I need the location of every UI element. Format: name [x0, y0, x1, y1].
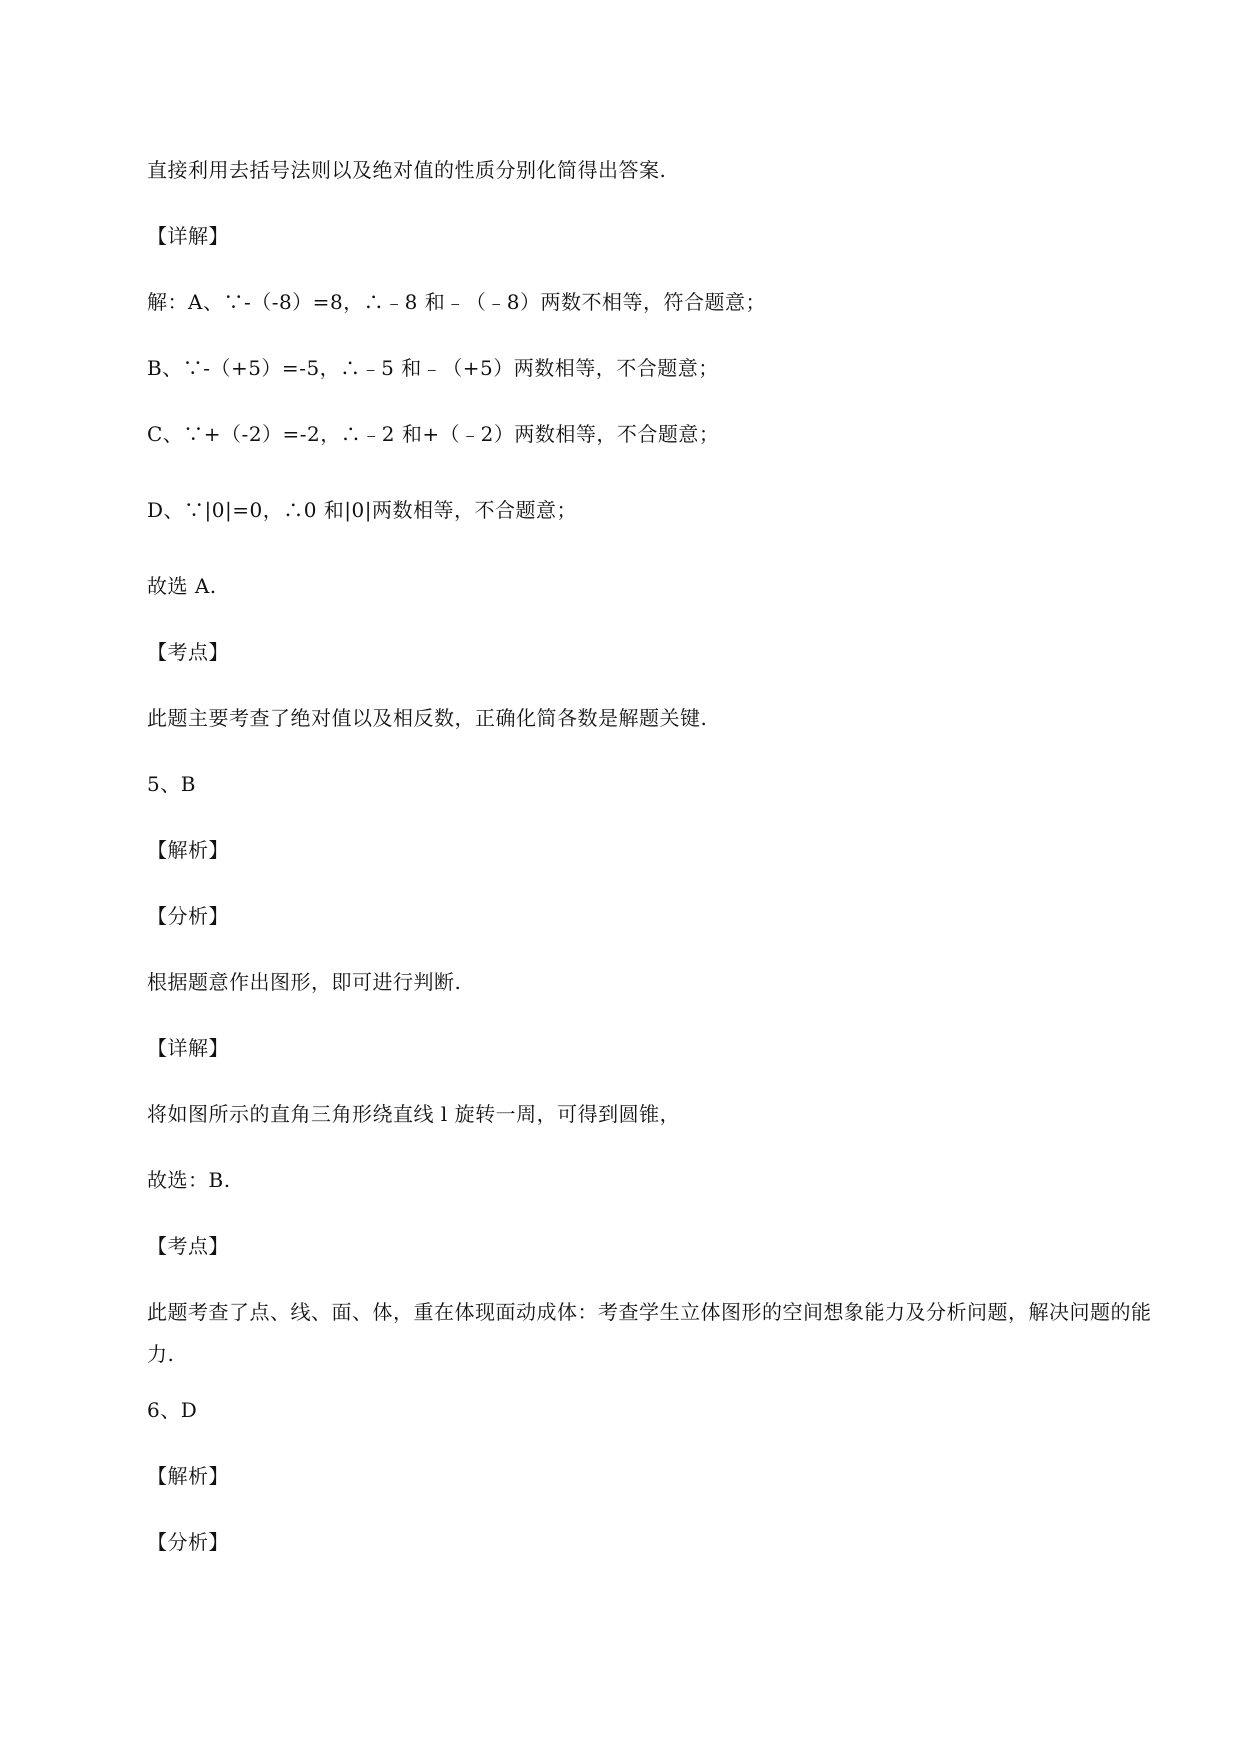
- answer-choice: 故选 A.: [147, 574, 217, 598]
- section-heading-detail: 【详解】: [147, 224, 229, 248]
- section-heading-key-point: 【考点】: [147, 640, 229, 664]
- solution-option-d: D、∵|0|=0，∴0 和|0|两数相等，不合题意；: [147, 498, 578, 522]
- key-point-text: 此题主要考查了绝对值以及相反数，正确化简各数是解题关键.: [147, 706, 708, 730]
- section-heading-detail: 【详解】: [147, 1036, 229, 1060]
- section-heading-analysis: 【分析】: [147, 904, 229, 928]
- question-number-5: 5、B: [147, 772, 196, 796]
- analysis-text: 根据题意作出图形，即可进行判断.: [147, 970, 462, 994]
- section-heading-explanation: 【解析】: [147, 1464, 229, 1488]
- answer-choice: 故选：B.: [147, 1168, 231, 1192]
- key-point-text: 此题考查了点、线、面、体，重在体现面动成体：考查学生立体图形的空间想象能力及分析问题，解决问题的能力.: [147, 1300, 1152, 1366]
- solution-option-a: 解：A、∵-（-8）=8，∴﹣8 和﹣（﹣8）两数不相等，符合题意；: [147, 290, 766, 314]
- analysis-text: 直接利用去括号法则以及绝对值的性质分别化简得出答案.: [147, 158, 667, 182]
- solution-option-b: B、∵-（+5）=-5，∴﹣5 和﹣（+5）两数相等，不合题意；: [147, 356, 719, 380]
- section-heading-explanation: 【解析】: [147, 838, 229, 862]
- section-heading-analysis: 【分析】: [147, 1530, 229, 1554]
- solution-text: 将如图所示的直角三角形绕直线 l 旋转一周，可得到圆锥，: [147, 1102, 681, 1126]
- solution-option-c: C、∵+（-2）=-2，∴﹣2 和+（﹣2）两数相等，不合题意；: [147, 422, 720, 446]
- question-number-6: 6、D: [147, 1398, 198, 1422]
- section-heading-key-point: 【考点】: [147, 1234, 229, 1258]
